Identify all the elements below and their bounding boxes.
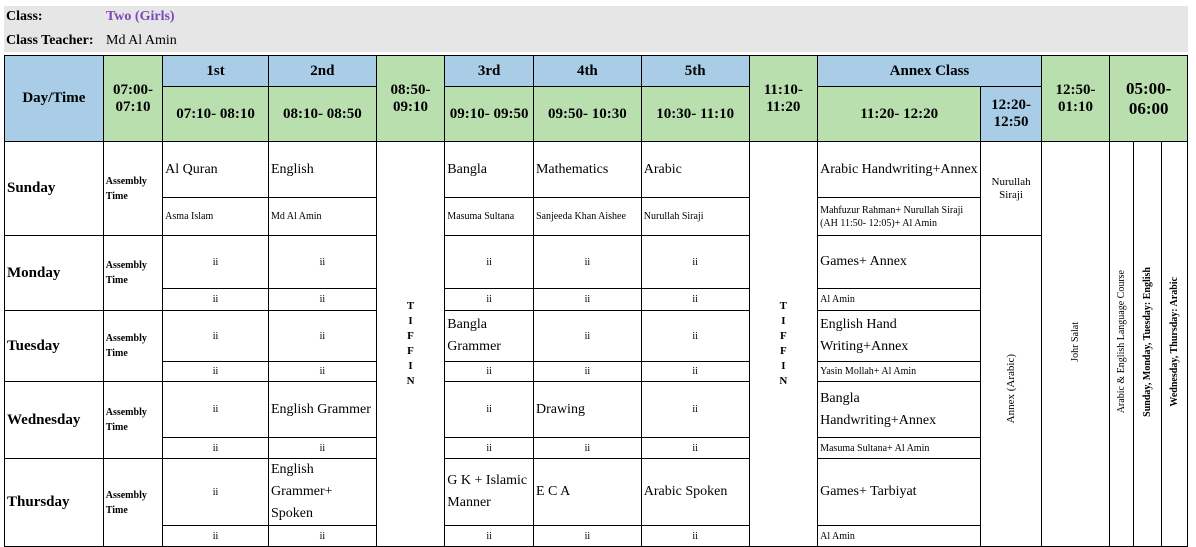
day-tuesday: Tuesday [5,311,104,382]
annex-subject-cell: Arabic Handwriting+Annex [818,142,981,198]
tiffin-1-cell [376,142,445,547]
teacher-row [6,33,177,49]
annex-teacher-cell: Al Amin [818,289,981,311]
day-time-header: Day/Time [5,56,104,142]
tiffin-letter: N [406,375,415,387]
tiffin-letter: F [779,345,787,357]
tiffin-letter: F [407,330,414,342]
subject-cell: Arabic Spoken [641,459,749,526]
annex-teacher-cell: Masuma Sultana+ Al Amin [818,438,981,459]
annex-header: Annex Class [818,56,1042,87]
teacher-cell: ii [268,526,376,547]
teacher-cell: ii [163,526,269,547]
evening-course-cell [1110,142,1134,547]
johr-time-header: 12:50-01:10 [1041,56,1110,142]
subject-cell: ii [641,236,749,289]
class-label: Class: [6,9,43,24]
subject-cell: ii [163,236,269,289]
period-2-header: 2nd [268,56,376,87]
tiffin-letter: I [781,360,786,372]
teacher-cell: Nurullah Siraji [641,198,749,236]
evening-english-days-cell [1134,142,1161,547]
teacher-cell: ii [641,438,749,459]
annex-teacher-cell: Mahfuzur Rahman+ Nurullah Siraji (AH 11:50- 12:05)+ Al Amin [818,198,981,236]
annex-teacher-cell: Yasin Mollah+ Al Amin [818,362,981,382]
tiffin-letter: I [408,360,413,372]
subject-cell: Mathematics [533,142,641,198]
period-1-header: 1st [163,56,269,87]
johr-salat-cell [1041,142,1110,547]
class-info-bar [4,6,1188,52]
annex-arabic-text: Annex (Arabic) [1005,353,1018,424]
annex-subject-cell: Bangla Handwriting+Annex [818,382,981,438]
assembly-cell: Assembly Time [103,142,162,236]
subject-cell: E C A [533,459,641,526]
subject-cell: ii [641,311,749,362]
johr-salat-text: Johr Salat [1070,321,1082,362]
subject-cell: ii [445,382,534,438]
subject-cell: Al Quran [163,142,269,198]
annex-subject-cell: Games+ Annex [818,236,981,289]
teacher-cell: ii [163,362,269,382]
period-3-header: 3rd [445,56,534,87]
subject-cell: ii [533,236,641,289]
subject-cell: ii [445,236,534,289]
teacher-cell: ii [533,526,641,547]
tiffin-letter: F [779,330,787,342]
period-5-time: 10:30- 11:10 [641,87,749,142]
teacher-cell: ii [445,289,534,311]
annex-subject-cell: Games+ Tarbiyat [818,459,981,526]
day-sunday: Sunday [5,142,104,236]
day-monday: Monday [5,236,104,311]
teacher-cell: ii [268,438,376,459]
subject-cell: ii [533,311,641,362]
tiffin-2-cell [749,142,818,547]
period-5-header: 5th [641,56,749,87]
teacher-cell: ii [641,526,749,547]
teacher-cell: ii [641,289,749,311]
assembly-cell: Assembly Time [103,311,162,382]
period-2-time: 08:10- 08:50 [268,87,376,142]
subject-cell: ii [268,236,376,289]
assembly-cell: Assembly Time [103,236,162,311]
evening-english-days-text: Sunday, Monday, Tuesday: English [1142,266,1154,417]
subject-cell: Drawing [533,382,641,438]
annex-2-time: 12:20-12:50 [981,87,1041,142]
teacher-cell: ii [163,438,269,459]
annex-teacher-cell: Al Amin [818,526,981,547]
evening-arabic-days-text: Wednesday, Thursday: Arabic [1168,276,1180,407]
teacher-cell: ii [268,289,376,311]
teacher-cell: Masuma Sultana [445,198,534,236]
subject-cell: G K + Islamic Manner [445,459,534,526]
tiffin-1-time-header: 08:50-09:10 [376,56,445,142]
subject-cell: ii [163,382,269,438]
subject-cell: English [268,142,376,198]
evening-course-text: Arabic & English Language Course [1116,269,1128,414]
assembly-time-header: 07:00-07:10 [103,56,162,142]
teacher-cell: ii [533,438,641,459]
evening-arabic-days-cell [1161,142,1187,547]
teacher-cell: Asma Islam [163,198,269,236]
tiffin-letter: I [408,315,413,327]
tiffin-2-time-header: 11:10-11:20 [749,56,818,142]
subject-cell: ii [268,311,376,362]
annex-arabic-cell [981,236,1041,547]
teacher-cell: Md Al Amin [268,198,376,236]
teacher-cell: Sanjeeda Khan Aishee [533,198,641,236]
routine-table [4,55,1188,547]
period-4-time: 09:50- 10:30 [533,87,641,142]
teacher-cell: ii [445,526,534,547]
period-4-header: 4th [533,56,641,87]
annex-time: 11:20- 12:20 [818,87,981,142]
annex-subject-cell: English Hand Writing+Annex [818,311,981,362]
teacher-cell: ii [163,289,269,311]
tiffin-letter: T [779,300,787,312]
teacher-value: Md Al Amin [106,33,177,48]
subject-cell: English Grammer [268,382,376,438]
subject-cell: Bangla [445,142,534,198]
teacher-cell: ii [533,362,641,382]
annex-arabic-sunday: Nurullah Siraji [981,142,1041,236]
teacher-cell: ii [445,362,534,382]
subject-cell: Bangla Grammer [445,311,534,362]
period-1-time: 07:10- 08:10 [163,87,269,142]
evening-time-header: 05:00-06:00 [1110,56,1188,142]
subject-cell: Arabic [641,142,749,198]
teacher-label: Class Teacher: [6,33,94,48]
subject-cell: English Grammer+ Spoken [268,459,376,526]
assembly-cell: Assembly Time [103,459,162,547]
teacher-cell: ii [268,362,376,382]
class-row [6,9,175,25]
period-3-time: 09:10- 09:50 [445,87,534,142]
day-wednesday: Wednesday [5,382,104,459]
class-value: Two (Girls) [106,9,175,24]
day-thursday: Thursday [5,459,104,547]
teacher-cell: ii [641,362,749,382]
teacher-cell: ii [445,438,534,459]
subject-cell: ii [163,311,269,362]
tiffin-letter: N [779,375,788,387]
assembly-cell: Assembly Time [103,382,162,459]
tiffin-letter: T [406,300,415,312]
subject-cell: ii [641,382,749,438]
teacher-cell: ii [533,289,641,311]
subject-cell: ii [163,459,269,526]
tiffin-letter: F [407,345,414,357]
tiffin-letter: I [781,315,786,327]
